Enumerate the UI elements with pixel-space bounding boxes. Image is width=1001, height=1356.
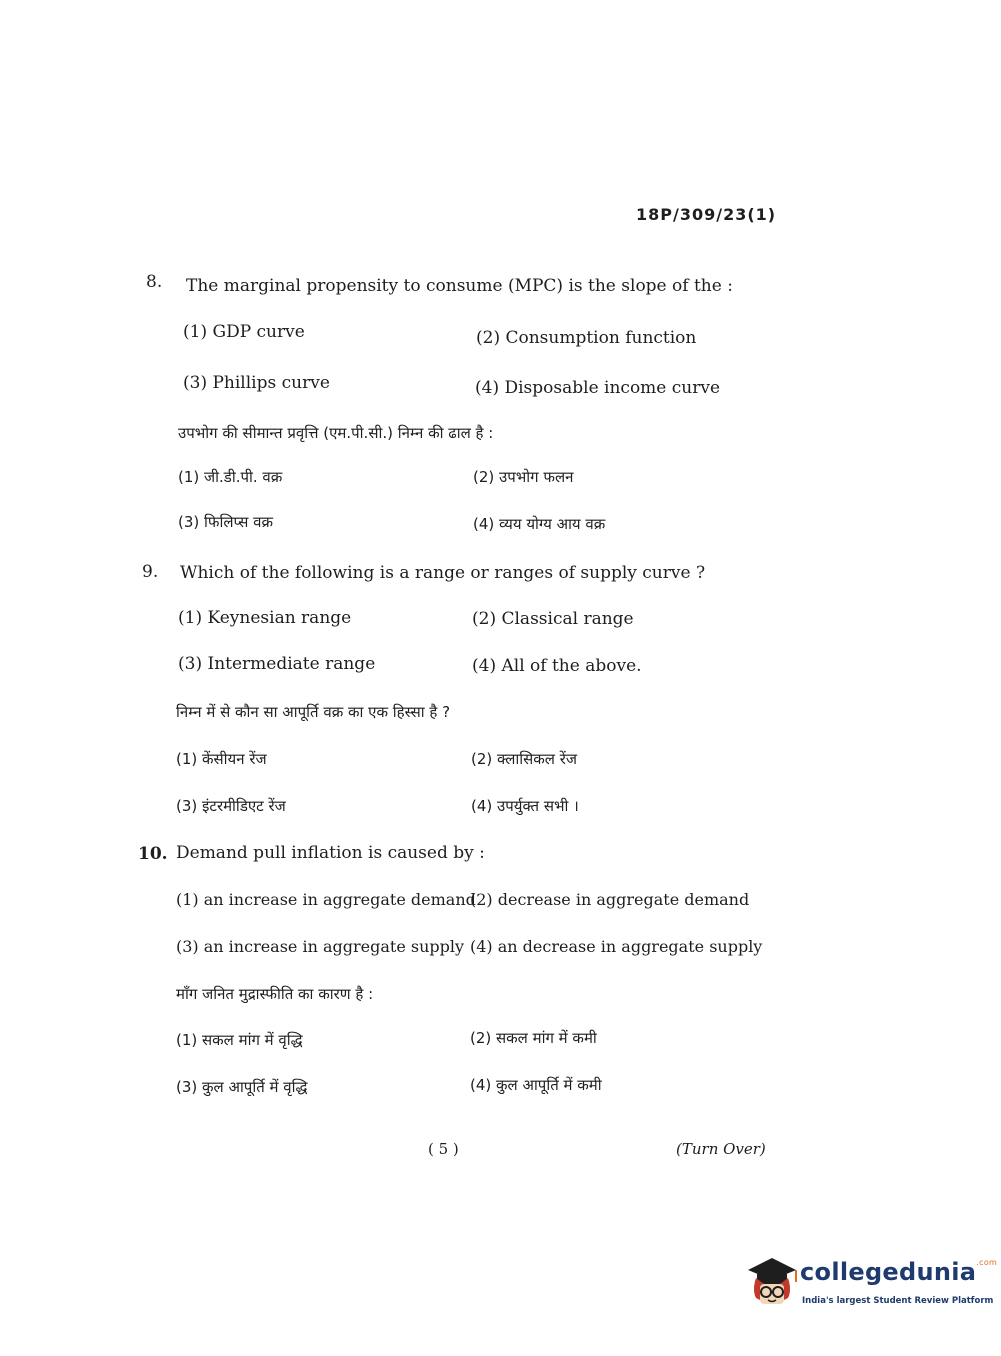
- brand-tagline: India's largest Student Review Platform: [802, 1296, 994, 1306]
- question-8-hindi-option-3: (3) फिलिप्स वक्र: [178, 513, 273, 531]
- question-8-option-3: (3) Phillips curve: [183, 373, 330, 393]
- question-10-number: 10.: [138, 844, 168, 864]
- question-9-option-4: (4) All of the above.: [472, 656, 642, 676]
- question-8-hindi-option-2: (2) उपभोग फलन: [473, 468, 574, 486]
- question-9-hindi-option-1: (1) केंसीयन रेंज: [176, 750, 267, 768]
- question-10-hindi-option-4: (4) कुल आपूर्ति में कमी: [470, 1076, 602, 1094]
- question-9-number: 9.: [142, 562, 159, 582]
- student-mascot-icon: [744, 1252, 800, 1310]
- question-8-hindi-text: उपभोग की सीमान्त प्रवृत्ति (एम.पी.सी.) निम्न की ढाल है :: [178, 424, 494, 442]
- page-number: ( 5 ): [428, 1140, 459, 1158]
- question-8-hindi-option-1: (1) जी.डी.पी. वक्र: [178, 468, 283, 486]
- question-9-text: Which of the following is a range or ranges of supply curve ?: [180, 563, 706, 583]
- question-10-text: Demand pull inflation is caused by :: [176, 843, 485, 863]
- question-10-hindi-text: माँग जनित मुद्रास्फीति का कारण है :: [176, 985, 374, 1003]
- question-9-hindi-option-4: (4) उपर्युक्त सभी ।: [471, 797, 579, 815]
- question-9-option-3: (3) Intermediate range: [178, 654, 376, 674]
- brand-suffix: .com: [976, 1258, 998, 1267]
- question-8-number: 8.: [146, 272, 163, 292]
- question-10-option-2: (2) decrease in aggregate demand: [470, 890, 750, 909]
- question-10-option-1: (1) an increase in aggregate demand: [176, 890, 476, 909]
- question-8-option-4: (4) Disposable income curve: [475, 378, 721, 398]
- paper-code: 18P/309/23(1): [636, 205, 777, 224]
- question-9-hindi-option-3: (3) इंटरमीडिएट रेंज: [176, 797, 286, 815]
- question-10-hindi-option-2: (2) सकल मांग में कमी: [470, 1029, 597, 1047]
- brand-name-text: collegedunia: [800, 1258, 977, 1286]
- brand-name: [800, 1258, 997, 1286]
- question-9-hindi-text: निम्न में से कौन सा आपूर्ति वक्र का एक हिस्सा है ?: [176, 703, 451, 721]
- question-8-option-1: (1) GDP curve: [183, 322, 305, 342]
- question-10-hindi-option-1: (1) सकल मांग में वृद्धि: [176, 1031, 303, 1049]
- collegedunia-watermark: [744, 1252, 998, 1314]
- question-9-hindi-option-2: (2) क्लासिकल रेंज: [471, 750, 577, 768]
- question-8-hindi-option-4: (4) व्यय योग्य आय वक्र: [473, 515, 606, 533]
- question-9-option-2: (2) Classical range: [472, 609, 634, 629]
- question-10-option-4: (4) an decrease in aggregate supply: [470, 937, 763, 956]
- question-9-option-1: (1) Keynesian range: [178, 608, 352, 628]
- question-10-hindi-option-3: (3) कुल आपूर्ति में वृद्धि: [176, 1078, 308, 1096]
- question-8-option-2: (2) Consumption function: [476, 328, 697, 348]
- question-8-text: The marginal propensity to consume (MPC) is the slope of the :: [186, 276, 733, 296]
- turn-over-note: (Turn Over): [676, 1140, 766, 1158]
- question-10-option-3: (3) an increase in aggregate supply: [176, 937, 465, 956]
